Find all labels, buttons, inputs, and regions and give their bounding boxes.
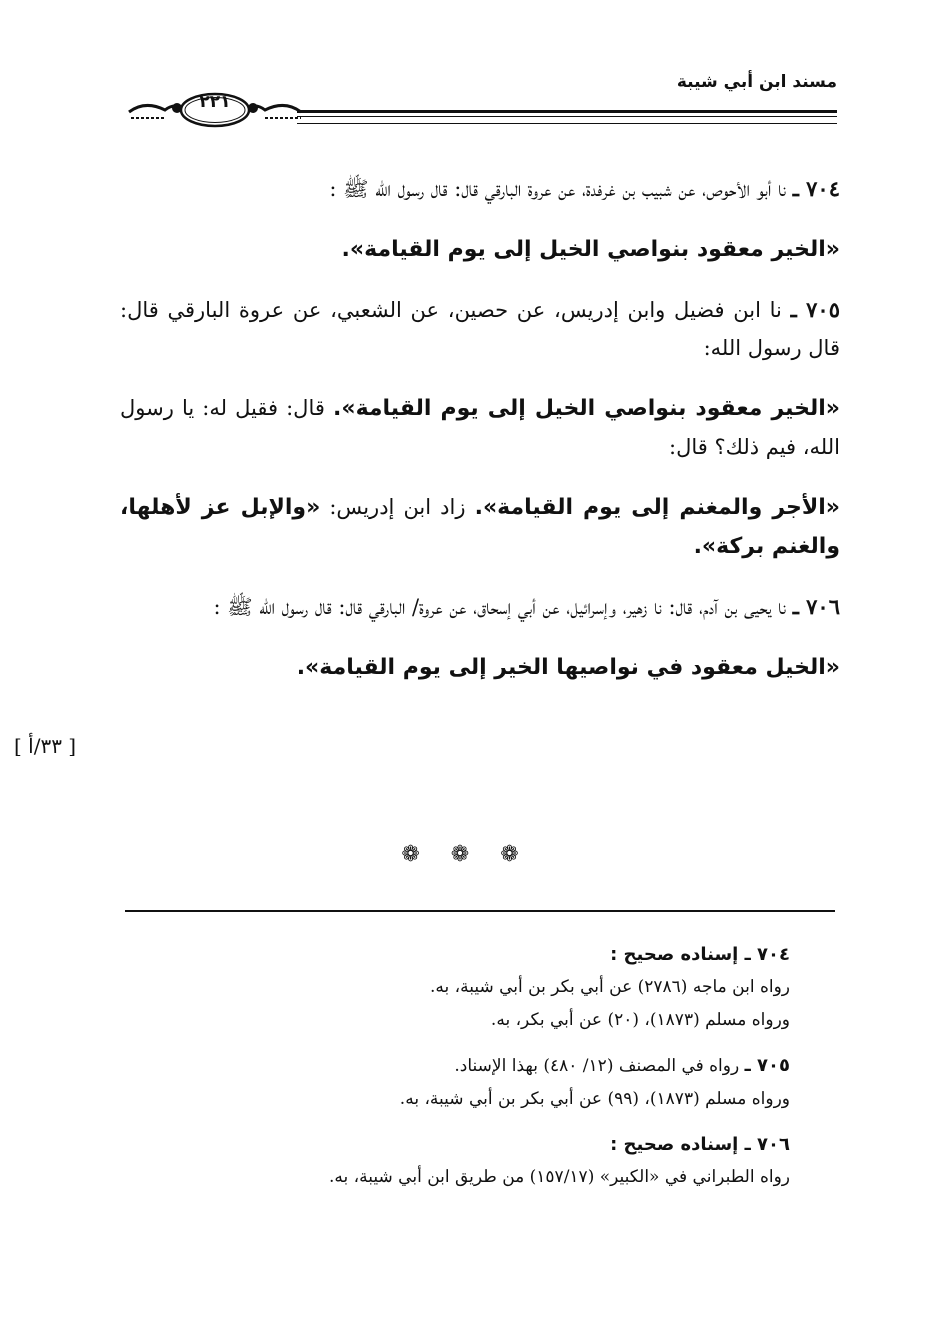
- footnote-heading: ٧٠٤ ـ إسناده صحيح :: [610, 944, 790, 965]
- hadith-entry: [120, 170, 840, 208]
- header-rule: [297, 110, 837, 124]
- hadith-matn: «الخيل معقود في نواصيها الخير إلى يوم القيامة».: [296, 655, 840, 680]
- footnote-line: ٧٠٥ ـ رواه في المصنف (١٢/ ٤٨٠) بهذا الإسناد.: [454, 1055, 790, 1076]
- hadith-matn: «الأجر والمغنم إلى يوم القيامة». زاد ابن إدريس: «والإبل عز لأهلها، والغنم بركة».: [120, 495, 840, 559]
- footnote-heading: ٧٠٦ ـ إسناده صحيح :: [610, 1134, 790, 1155]
- hadith-entry: [120, 291, 840, 367]
- footnote: [150, 1049, 790, 1116]
- section-separator: ❁ ❁ ❁: [401, 842, 531, 867]
- footnote-rule: [125, 910, 835, 912]
- hadith-matn: «الخير معقود بنواصي الخيل إلى يوم القيامة».: [341, 237, 840, 262]
- page-number: ٢٢١: [199, 92, 231, 112]
- footnote: [150, 1128, 790, 1194]
- footnotes: [150, 938, 790, 1206]
- manuscript-folio-reference: [ ٣٣/أ ]: [14, 734, 77, 758]
- page-header: [125, 68, 837, 128]
- hadith-matn: «الخير معقود بنواصي الخيل إلى يوم القيامة». قال: فقيل له: يا رسول الله، فيم ذلك؟ قال:: [120, 396, 840, 459]
- hadith-isnad: نا أبو الأحوص، عن شبيب بن غرفدة، عن عروة البارقي قال: قال رسول الله ﷺ :: [329, 177, 786, 201]
- hadith-entry: [120, 588, 840, 626]
- main-text: [120, 170, 840, 709]
- footnote: [150, 938, 790, 1037]
- hadith-isnad: نا يحيى بن آدم، قال: نا زهير، وإسرائيل، عن أبي إسحاق، عن عروة/ البارقي قال: قال رسول الله ﷺ :: [213, 595, 786, 619]
- footnote-line: رواه الطبراني في «الكبير» (١٥٧/١٧) من طريق ابن أبي شيبة، به.: [329, 1167, 790, 1187]
- footnote-line: ورواه مسلم (١٨٧٣)، (٢٠) عن أبي بكر، به.: [490, 1010, 790, 1030]
- hadith-number: ٧٠٦ ـ: [792, 594, 840, 619]
- hadith-isnad: نا ابن فضيل وابن إدريس، عن حصين، عن الشعبي، عن عروة البارقي قال: قال رسول الله:: [120, 298, 840, 360]
- footnote-heading: ٧٠٥ ـ: [744, 1055, 790, 1076]
- footnote-line: ورواه مسلم (١٨٧٣)، (٩٩) عن أبي بكر بن أبي شيبة، به.: [399, 1089, 790, 1109]
- hadith-number: ٧٠٤ ـ: [792, 176, 840, 201]
- footnote-line: رواه ابن ماجه (٢٧٨٦) عن أبي بكر بن أبي شيبة، به.: [429, 977, 790, 997]
- book-title: مسند ابن أبي شيبة: [676, 72, 837, 92]
- hadith-number: ٧٠٥ ـ: [790, 297, 840, 322]
